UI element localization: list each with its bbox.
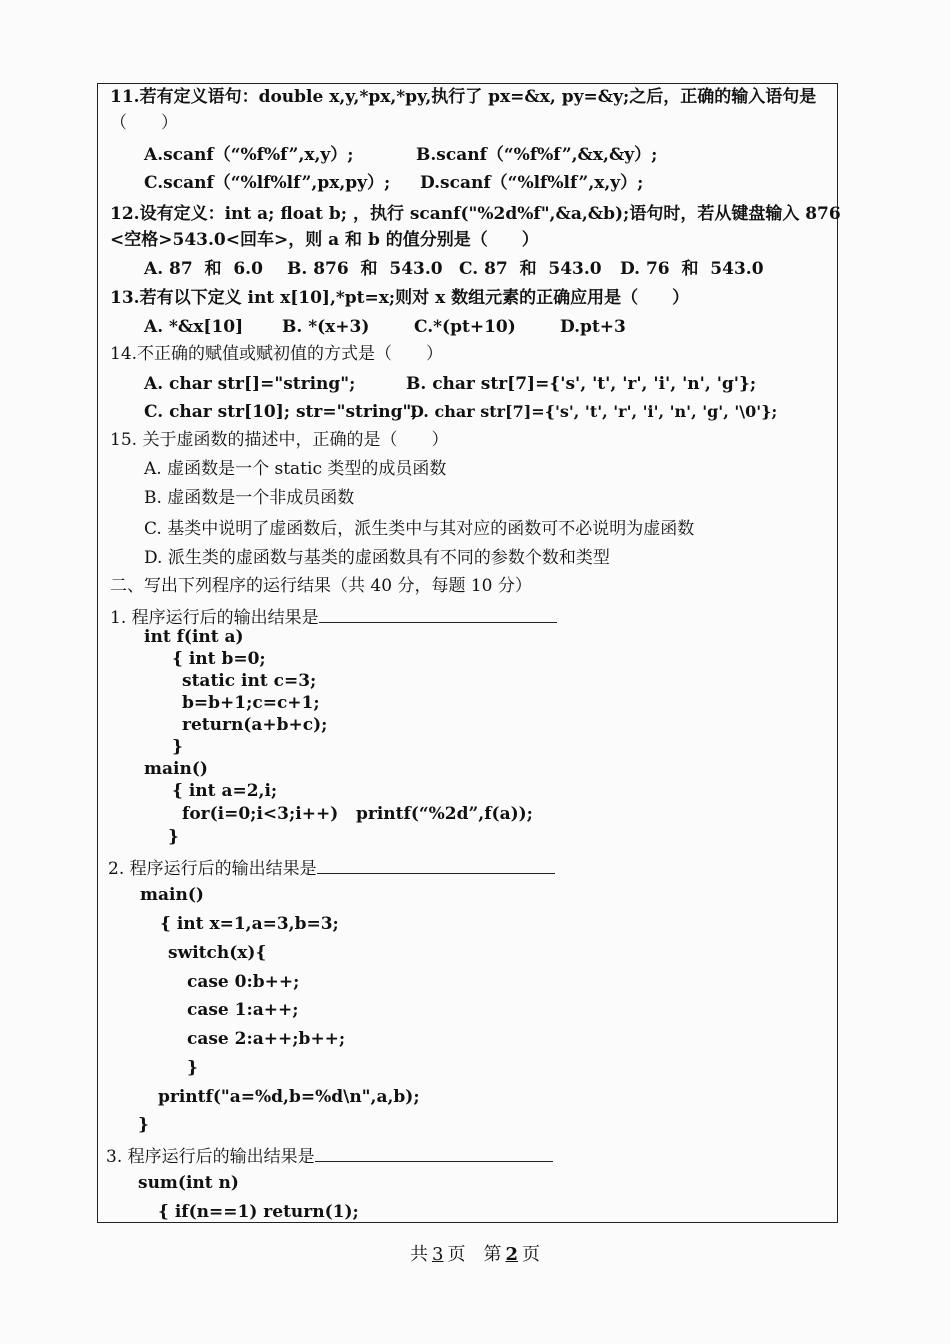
q15-option-c: C. 基类中说明了虚函数后，派生类中与其对应的函数可不必说明为虚函数: [144, 519, 695, 539]
code-line: { int x=1,a=3,b=3;: [160, 914, 339, 934]
q13-stem: 13.若有以下定义 int x[10],*pt=x;则对 x 数组元素的正确应用是（ ）: [110, 288, 690, 308]
q11-bracket: （ ）: [110, 113, 178, 133]
q15-option-a: A. 虚函数是一个 static 类型的成员函数: [144, 459, 447, 479]
program3-label: 3. 程序运行后的输出结果是: [106, 1143, 553, 1168]
q11-option-a: A.scanf（“%f%f”,x,y）;: [144, 145, 354, 165]
q12-option-c: C. 87 和 543.0: [459, 259, 602, 279]
code-line: switch(x){: [168, 943, 267, 963]
q14-option-b: B. char str[7]={'s', 't', 'r', 'i', 'n', 'g'};: [406, 374, 757, 394]
q12-stem: 12.设有定义：int a; float b; ，执行 scanf("%2d%f",&a,&b);语句时，若从键盘输入 876: [110, 204, 841, 224]
q12-option-b: B. 876 和 543.0: [287, 259, 443, 279]
q12-option-a: A. 87 和 6.0: [144, 259, 263, 279]
answer-blank-2[interactable]: [317, 855, 555, 874]
q11-option-d: D.scanf（“%lf%lf”,x,y）;: [420, 173, 644, 193]
code-line: int f(int a): [144, 627, 244, 647]
q12-option-d: D. 76 和 543.0: [620, 259, 764, 279]
code-line: main(): [140, 885, 204, 905]
code-line: case 1:a++;: [187, 1000, 299, 1020]
code-line: case 0:b++;: [187, 972, 300, 992]
total-pages: 3: [432, 1244, 444, 1265]
q15-stem: 15. 关于虚函数的描述中，正确的是（ ）: [110, 430, 449, 450]
code-line: }: [168, 827, 179, 847]
q15-option-b: B. 虚函数是一个非成员函数: [144, 488, 355, 508]
program1-label: 1. 程序运行后的输出结果是: [110, 604, 557, 629]
code-line: static int c=3;: [182, 671, 317, 691]
page-footer: 共 3 页 第 2 页: [410, 1244, 540, 1265]
code-line: sum(int n): [138, 1173, 239, 1193]
current-page: 2: [505, 1244, 518, 1265]
q13-option-b: B. *(x+3): [282, 317, 370, 337]
q11-option-b: B.scanf（“%f%f”,&x,&y）;: [416, 145, 658, 165]
q14-stem: 14.不正确的赋值或赋初值的方式是（ ）: [110, 344, 444, 364]
q14-option-d: D. char str[7]={'s', 't', 'r', 'i', 'n', 'g', '\0'};: [410, 402, 778, 421]
code-line: printf("a=%d,b=%d\n",a,b);: [158, 1087, 420, 1107]
code-line: { int b=0;: [172, 649, 266, 669]
q12-stem-cont: <空格>543.0<回车>，则 a 和 b 的值分别是（ ）: [110, 230, 539, 250]
code-line: b=b+1;c=c+1;: [182, 693, 320, 713]
q14-option-c: C. char str[10]; str="string";: [144, 402, 418, 422]
q13-option-c: C.*(pt+10): [414, 317, 516, 337]
code-line: { int a=2,i;: [172, 781, 278, 801]
q15-option-d: D. 派生类的虚函数与基类的虚函数具有不同的参数个数和类型: [144, 548, 610, 568]
answer-blank-3[interactable]: [315, 1143, 553, 1162]
code-line: }: [172, 737, 183, 757]
code-line: for(i=0;i<3;i++) printf(“%2d”,f(a));: [182, 804, 533, 824]
q14-option-a: A. char str[]="string";: [144, 374, 356, 394]
q13-option-a: A. *&x[10]: [144, 317, 244, 337]
code-line: }: [138, 1115, 149, 1135]
q11-option-c: C.scanf（“%lf%lf”,px,py）;: [144, 173, 391, 193]
answer-blank-1[interactable]: [319, 604, 557, 623]
q13-option-d: D.pt+3: [560, 317, 626, 337]
code-line: case 2:a++;b++;: [187, 1029, 346, 1049]
program2-label: 2. 程序运行后的输出结果是: [108, 855, 555, 880]
q11-stem: 11.若有定义语句：double x,y,*px,*py,执行了 px=&x, py=&y;之后，正确的输入语句是: [110, 87, 817, 107]
code-line: return(a+b+c);: [182, 715, 328, 735]
code-line: main(): [144, 759, 208, 779]
code-line: { if(n==1) return(1);: [158, 1202, 359, 1222]
code-line: }: [187, 1058, 198, 1078]
section2-heading: 二、写出下列程序的运行结果（共 40 分，每题 10 分）: [110, 576, 532, 596]
